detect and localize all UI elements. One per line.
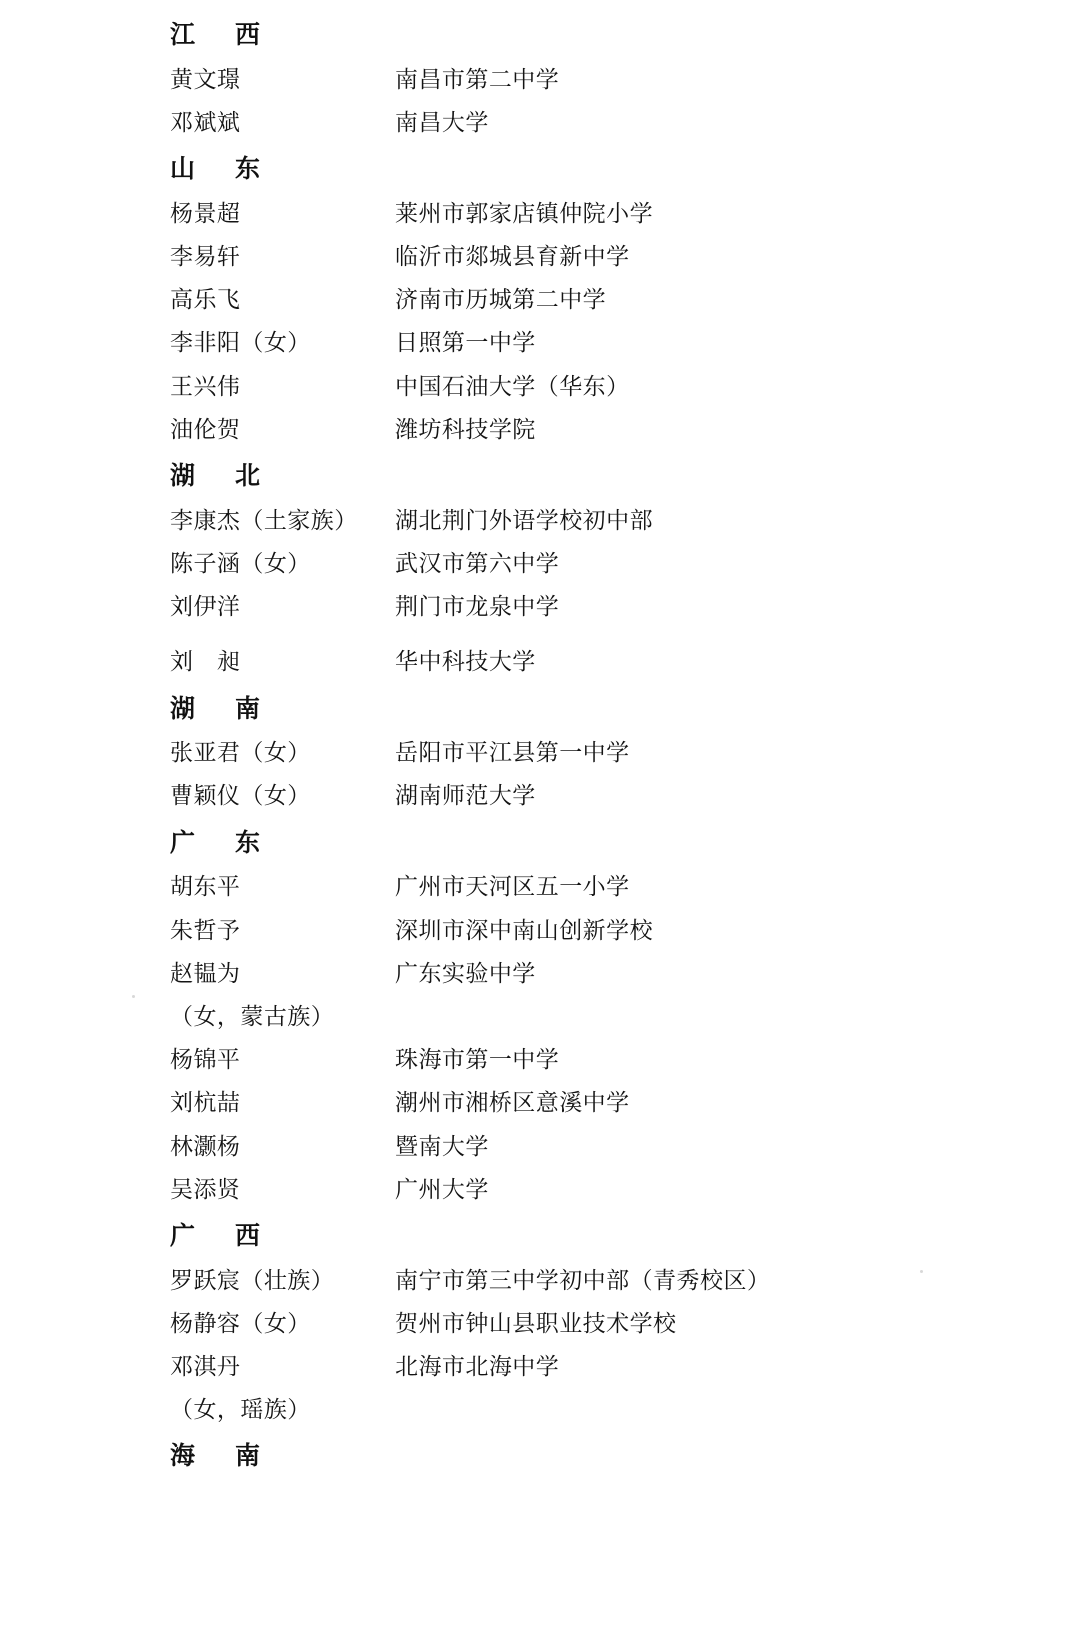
list-item [170, 865, 1020, 908]
entry-name: 刘 昶 [170, 649, 241, 676]
entry-school: 济南市历城第二中学 [395, 287, 607, 314]
region-heading: 湖 北 [170, 461, 268, 490]
entry-name: 王兴伟 [170, 373, 241, 400]
list-item [170, 1125, 1020, 1168]
list-item [170, 499, 1020, 542]
entry-name: 李易轩 [170, 244, 241, 271]
list-item [170, 58, 1020, 101]
entry-name: 邓斌斌 [170, 109, 241, 136]
entry-name: 赵韫为 [170, 960, 241, 987]
entry-name: 刘杭喆 [170, 1090, 241, 1117]
entry-school: 武汉市第六中学 [395, 550, 560, 577]
paper-speck [132, 995, 135, 998]
list-item [170, 1259, 1020, 1302]
entry-name: 杨静容（女） [170, 1310, 311, 1337]
entry-name: 胡东平 [170, 874, 241, 901]
list-item [170, 628, 1020, 683]
list-item [170, 321, 1020, 364]
entry-school: 荆门市龙泉中学 [395, 594, 560, 621]
entry-name: 高乐飞 [170, 287, 241, 314]
entry-school: 日照第一中学 [395, 330, 536, 357]
entry-school: 广东实验中学 [395, 960, 536, 987]
entry-school: 深圳市深中南山创新学校 [395, 917, 654, 944]
list-item [170, 909, 1020, 952]
entry-name: 朱哲予 [170, 917, 241, 944]
list-item [170, 408, 1020, 451]
list-item [170, 1168, 1020, 1211]
entry-school: 岳阳市平江县第一中学 [395, 740, 630, 767]
entry-school: 湖北荆门外语学校初中部 [395, 507, 654, 534]
entry-name: 杨景超 [170, 200, 241, 227]
entry-school: 广州市天河区五一小学 [395, 874, 630, 901]
name-list [60, 10, 1020, 1479]
list-item [170, 995, 1020, 1038]
entry-name: （女，瑶族） [170, 1397, 311, 1424]
entry-name: 邓淇丹 [170, 1354, 241, 1380]
entry-school: 北海市北海中学 [395, 1354, 560, 1380]
list-item [170, 585, 1020, 628]
entry-name: 吴添贤 [170, 1176, 241, 1203]
region-heading: 江 西 [170, 20, 268, 49]
region-heading: 广 西 [170, 1220, 268, 1250]
entry-name: （女，蒙古族） [170, 1003, 335, 1030]
entry-name: 曹颖仪（女） [170, 783, 311, 810]
list-item [170, 1302, 1020, 1345]
entry-name: 陈子涵（女） [170, 550, 311, 577]
entry-name: 林灏杨 [170, 1133, 241, 1160]
entry-school: 贺州市钟山县职业技术学校 [395, 1310, 677, 1337]
list-item [170, 235, 1020, 278]
entry-school: 莱州市郭家店镇仲院小学 [395, 200, 654, 227]
entry-school: 暨南大学 [395, 1133, 489, 1160]
entry-name: 李康杰（土家族） [170, 507, 358, 534]
entry-name: 罗跃宸（壮族） [170, 1267, 335, 1294]
list-item [170, 774, 1020, 817]
list-item [170, 365, 1020, 408]
list-item [170, 1038, 1020, 1081]
list-item [170, 1345, 1020, 1388]
entry-name: 刘伊洋 [170, 594, 241, 621]
list-item [170, 101, 1020, 144]
list-item [170, 731, 1020, 774]
entry-school: 中国石油大学（华东） [395, 373, 630, 400]
list-item [170, 278, 1020, 321]
entry-name: 黄文璟 [170, 66, 241, 93]
list-item [170, 192, 1020, 235]
entry-school: 珠海市第一中学 [395, 1047, 560, 1074]
region-heading: 广 东 [170, 827, 268, 857]
entry-school: 潮州市湘桥区意溪中学 [395, 1090, 630, 1117]
list-item [170, 542, 1020, 585]
entry-school: 临沂市郯城县育新中学 [395, 244, 630, 271]
entry-school: 南昌市第二中学 [395, 66, 560, 93]
entry-name: 张亚君（女） [170, 740, 311, 767]
region-heading: 海 南 [170, 1441, 268, 1471]
entry-school: 华中科技大学 [395, 649, 536, 676]
list-item [170, 952, 1020, 995]
paper-speck [920, 1270, 923, 1273]
region-heading: 湖 南 [170, 693, 268, 723]
entry-school: 湖南师范大学 [395, 783, 536, 810]
entry-school: 南昌大学 [395, 109, 489, 136]
entry-school: 广州大学 [395, 1176, 489, 1203]
list-item [170, 1388, 1020, 1431]
region-heading: 山 东 [170, 154, 268, 184]
list-item [170, 1081, 1020, 1124]
entry-name: 杨锦平 [170, 1047, 241, 1074]
entry-school: 南宁市第三中学初中部（青秀校区） [395, 1267, 771, 1294]
entry-school: 潍坊科技学院 [395, 416, 536, 443]
entry-name: 油伦贺 [170, 416, 241, 443]
entry-name: 李非阳（女） [170, 330, 311, 357]
